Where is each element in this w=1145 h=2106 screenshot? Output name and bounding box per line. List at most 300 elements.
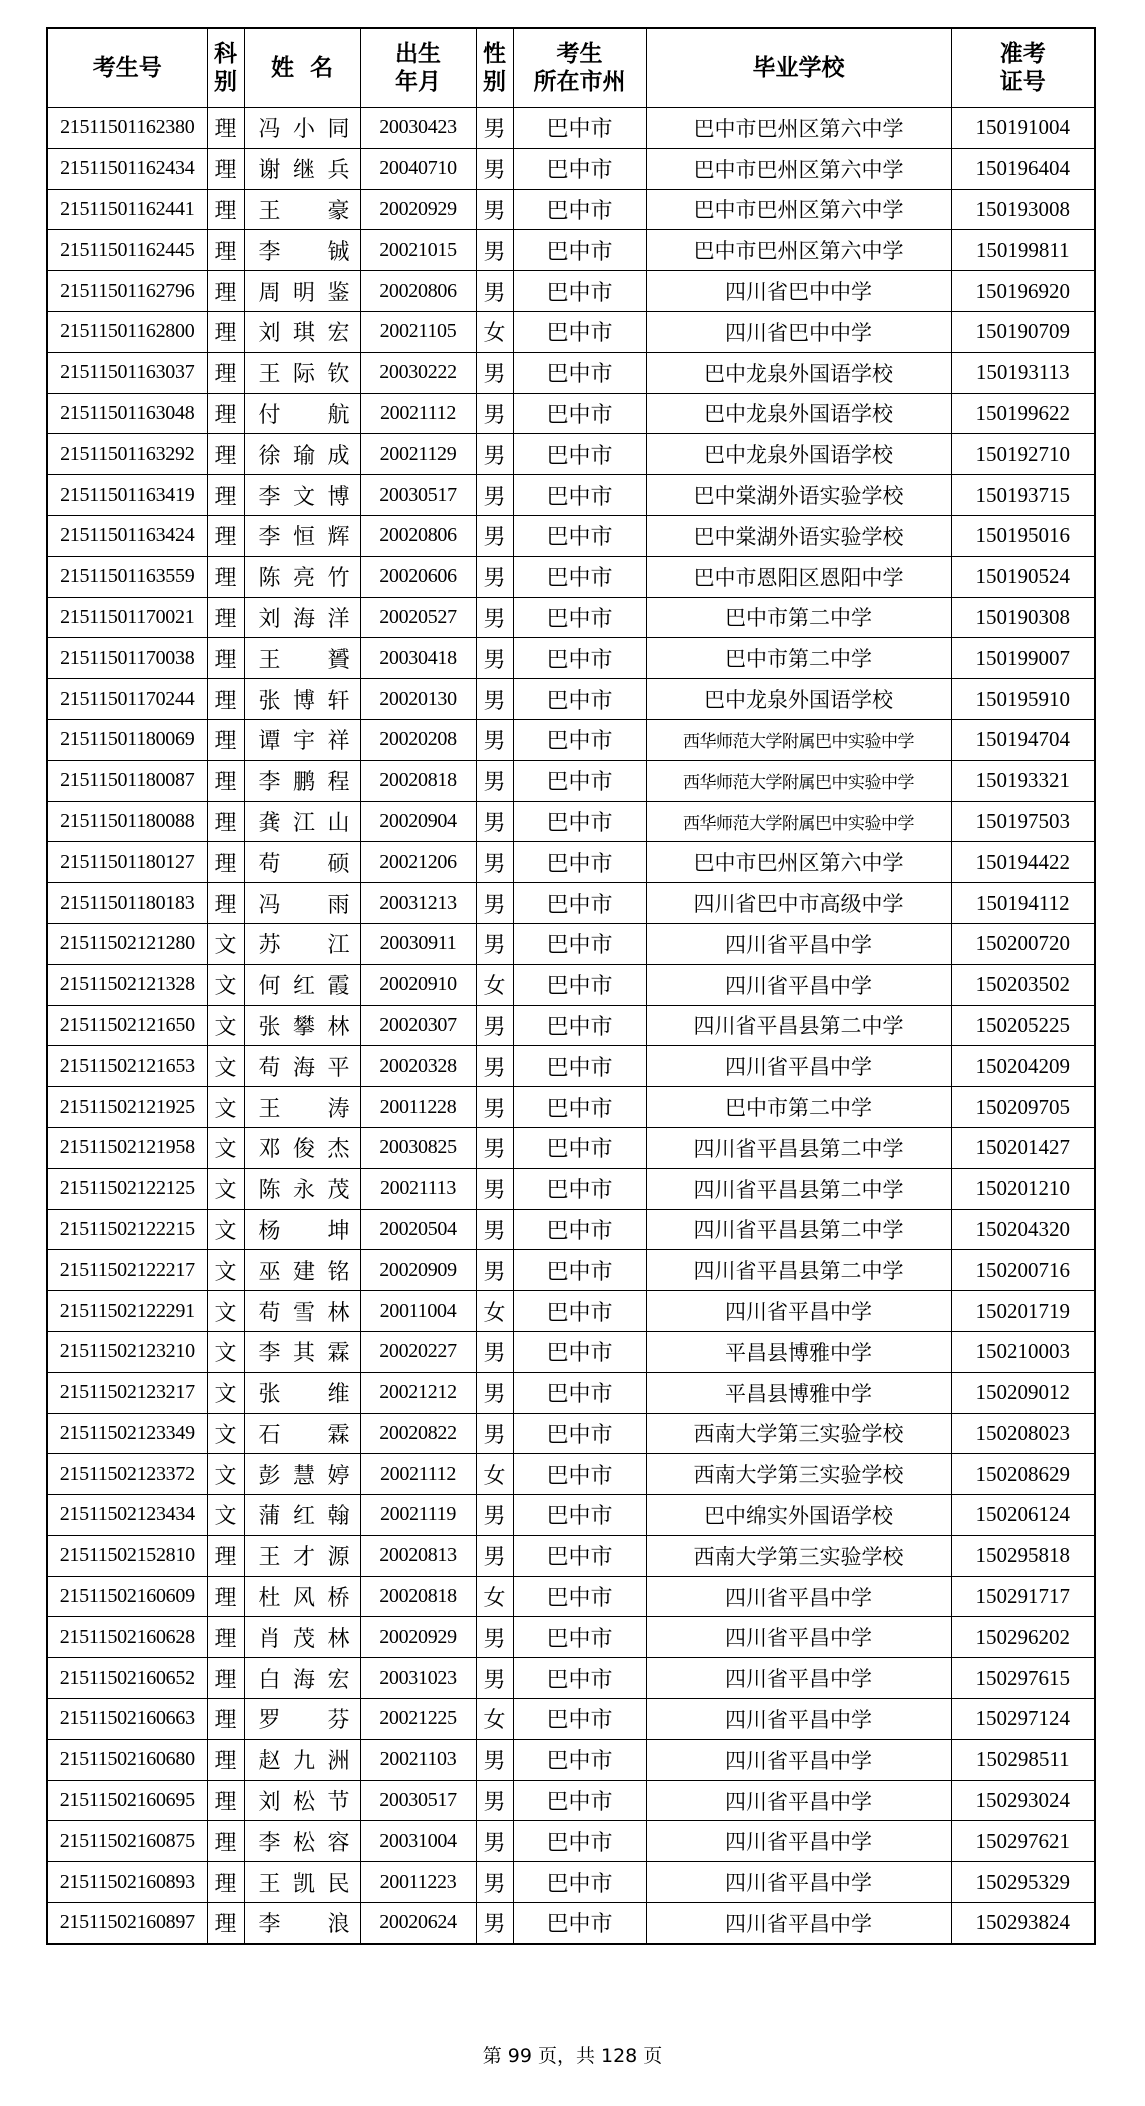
cell-city: 巴中市 bbox=[513, 434, 646, 475]
cell-candidate-id: 21511502122125 bbox=[47, 1168, 207, 1209]
cell-gender: 男 bbox=[476, 1535, 513, 1576]
name-characters bbox=[253, 153, 352, 184]
name-character: 雨 bbox=[327, 892, 350, 918]
cell-exam-number: 150199622 bbox=[951, 393, 1095, 434]
cell-school: 四川省平昌中学 bbox=[646, 1658, 951, 1699]
cell-city: 巴中市 bbox=[513, 271, 646, 312]
cell-subject: 文 bbox=[207, 1046, 244, 1087]
name-characters bbox=[253, 1703, 352, 1734]
cell-subject: 理 bbox=[207, 1862, 244, 1903]
cell-candidate-id: 21511501170021 bbox=[47, 597, 207, 638]
cell-gender: 男 bbox=[476, 1005, 513, 1046]
cell-name bbox=[244, 1862, 360, 1903]
cell-dob: 20020822 bbox=[360, 1413, 476, 1454]
name-character: 博 bbox=[292, 688, 315, 714]
cell-gender: 男 bbox=[476, 1250, 513, 1291]
cell-dob: 20030423 bbox=[360, 108, 476, 149]
header-dob-line-2: 年月 bbox=[395, 69, 441, 95]
cell-exam-number: 150210003 bbox=[951, 1331, 1095, 1372]
cell-dob: 20011223 bbox=[360, 1862, 476, 1903]
cell-gender: 男 bbox=[476, 760, 513, 801]
cell-city: 巴中市 bbox=[513, 1780, 646, 1821]
name-character: 成 bbox=[327, 443, 350, 469]
cell-gender: 男 bbox=[476, 597, 513, 638]
table-row bbox=[47, 352, 1095, 393]
cell-school: 巴中市巴州区第六中学 bbox=[646, 108, 951, 149]
cell-dob: 20020818 bbox=[360, 760, 476, 801]
cell-exam-number: 150192710 bbox=[951, 434, 1095, 475]
cell-city: 巴中市 bbox=[513, 1168, 646, 1209]
cell-gender: 男 bbox=[476, 1903, 513, 1944]
header-subject bbox=[207, 28, 244, 108]
cell-name bbox=[244, 1535, 360, 1576]
name-character: 苟 bbox=[258, 1300, 281, 1326]
name-character: 铭 bbox=[327, 1259, 350, 1285]
cell-school: 四川省平昌中学 bbox=[646, 1291, 951, 1332]
cell-candidate-id: 21511502160652 bbox=[47, 1658, 207, 1699]
name-character: 鉴 bbox=[327, 280, 350, 306]
cell-school: 巴中市恩阳区恩阳中学 bbox=[646, 556, 951, 597]
name-character: 白 bbox=[258, 1667, 281, 1693]
name-character: 瑜 bbox=[292, 443, 315, 469]
name-character: 涛 bbox=[327, 1096, 350, 1122]
cell-name bbox=[244, 1168, 360, 1209]
name-character: 雪 bbox=[292, 1300, 315, 1326]
name-character: 山 bbox=[327, 810, 350, 836]
cell-school: 四川省巴中中学 bbox=[646, 271, 951, 312]
cell-dob: 20020328 bbox=[360, 1046, 476, 1087]
name-character: 张 bbox=[258, 1014, 281, 1040]
cell-gender: 男 bbox=[476, 189, 513, 230]
cell-candidate-id: 21511502123349 bbox=[47, 1413, 207, 1454]
cell-city: 巴中市 bbox=[513, 597, 646, 638]
table-row bbox=[47, 515, 1095, 556]
cell-name bbox=[244, 434, 360, 475]
cell-dob: 20030222 bbox=[360, 352, 476, 393]
cell-school: 四川省平昌中学 bbox=[646, 1821, 951, 1862]
name-characters bbox=[253, 806, 352, 837]
name-character: 周 bbox=[258, 280, 281, 306]
cell-school: 西华师范大学附属巴中实验中学 bbox=[646, 719, 951, 760]
cell-gender: 男 bbox=[476, 883, 513, 924]
name-character: 文 bbox=[292, 484, 315, 510]
cell-exam-number: 150203502 bbox=[951, 964, 1095, 1005]
cell-name bbox=[244, 311, 360, 352]
cell-subject: 理 bbox=[207, 760, 244, 801]
cell-dob: 20021112 bbox=[360, 393, 476, 434]
table-header-row bbox=[47, 28, 1095, 108]
name-character: 际 bbox=[292, 362, 315, 388]
name-characters bbox=[253, 1214, 352, 1245]
cell-subject: 理 bbox=[207, 719, 244, 760]
name-character: 霖 bbox=[327, 1422, 350, 1448]
name-character: 霖 bbox=[327, 1341, 350, 1367]
cell-dob: 20030517 bbox=[360, 475, 476, 516]
cell-candidate-id: 21511501180183 bbox=[47, 883, 207, 924]
cell-name bbox=[244, 801, 360, 842]
table-row bbox=[47, 842, 1095, 883]
header-subject-line-1: 科 bbox=[214, 41, 237, 67]
cell-city: 巴中市 bbox=[513, 1658, 646, 1699]
cell-gender: 男 bbox=[476, 842, 513, 883]
cell-candidate-id: 21511502152810 bbox=[47, 1535, 207, 1576]
cell-name bbox=[244, 1454, 360, 1495]
cell-city: 巴中市 bbox=[513, 1454, 646, 1495]
cell-name bbox=[244, 842, 360, 883]
cell-candidate-id: 21511502123210 bbox=[47, 1331, 207, 1372]
cell-exam-number: 150201719 bbox=[951, 1291, 1095, 1332]
name-character: 永 bbox=[292, 1178, 315, 1204]
name-character: 李 bbox=[258, 1912, 281, 1938]
cell-subject: 理 bbox=[207, 801, 244, 842]
name-character: 宏 bbox=[327, 321, 350, 347]
header-exam bbox=[951, 28, 1095, 108]
cell-school: 四川省平昌中学 bbox=[646, 923, 951, 964]
cell-exam-number: 150195016 bbox=[951, 515, 1095, 556]
cell-subject: 理 bbox=[207, 393, 244, 434]
table-row bbox=[47, 108, 1095, 149]
cell-dob: 20020606 bbox=[360, 556, 476, 597]
cell-dob: 20021225 bbox=[360, 1699, 476, 1740]
cell-gender: 男 bbox=[476, 148, 513, 189]
name-character: 民 bbox=[327, 1871, 350, 1897]
cell-candidate-id: 21511502121925 bbox=[47, 1087, 207, 1128]
name-character: 其 bbox=[292, 1341, 315, 1367]
table-row bbox=[47, 1413, 1095, 1454]
table-row bbox=[47, 393, 1095, 434]
cell-city: 巴中市 bbox=[513, 1413, 646, 1454]
header-id: 考生号 bbox=[47, 28, 207, 108]
name-character: 程 bbox=[327, 770, 350, 796]
cell-candidate-id: 21511502160875 bbox=[47, 1821, 207, 1862]
cell-exam-number: 150190524 bbox=[951, 556, 1095, 597]
name-character: 浪 bbox=[327, 1912, 350, 1938]
name-character: 洋 bbox=[327, 606, 350, 632]
cell-school: 西华师范大学附属巴中实验中学 bbox=[646, 760, 951, 801]
cell-city: 巴中市 bbox=[513, 1331, 646, 1372]
name-characters bbox=[253, 1581, 352, 1612]
name-character: 九 bbox=[292, 1749, 315, 1775]
cell-subject: 文 bbox=[207, 964, 244, 1005]
cell-city: 巴中市 bbox=[513, 515, 646, 556]
table-row bbox=[47, 1862, 1095, 1903]
cell-subject: 理 bbox=[207, 434, 244, 475]
cell-subject: 文 bbox=[207, 1168, 244, 1209]
name-character: 霞 bbox=[327, 974, 350, 1000]
cell-dob: 20031213 bbox=[360, 883, 476, 924]
cell-exam-number: 150291717 bbox=[951, 1576, 1095, 1617]
cell-candidate-id: 21511502160897 bbox=[47, 1903, 207, 1944]
name-character: 容 bbox=[327, 1830, 350, 1856]
cell-school: 西南大学第三实验学校 bbox=[646, 1413, 951, 1454]
name-character: 海 bbox=[292, 1055, 315, 1081]
name-characters bbox=[253, 1296, 352, 1327]
name-character: 慧 bbox=[292, 1463, 315, 1489]
cell-candidate-id: 21511501162800 bbox=[47, 311, 207, 352]
cell-candidate-id: 21511502121280 bbox=[47, 923, 207, 964]
cell-candidate-id: 21511501180088 bbox=[47, 801, 207, 842]
cell-candidate-id: 21511502160695 bbox=[47, 1780, 207, 1821]
name-character: 王 bbox=[258, 362, 281, 388]
cell-name bbox=[244, 923, 360, 964]
cell-city: 巴中市 bbox=[513, 1862, 646, 1903]
cell-dob: 20020806 bbox=[360, 515, 476, 556]
cell-name bbox=[244, 760, 360, 801]
name-character: 林 bbox=[327, 1626, 350, 1652]
cell-name bbox=[244, 1576, 360, 1617]
name-characters bbox=[253, 1826, 352, 1857]
cell-candidate-id: 21511501162434 bbox=[47, 148, 207, 189]
name-characters bbox=[253, 847, 352, 878]
table-row bbox=[47, 311, 1095, 352]
cell-name bbox=[244, 1331, 360, 1372]
name-character: 同 bbox=[327, 117, 350, 143]
table-row bbox=[47, 1291, 1095, 1332]
cell-subject: 文 bbox=[207, 1331, 244, 1372]
cell-name bbox=[244, 1005, 360, 1046]
cell-exam-number: 150209012 bbox=[951, 1372, 1095, 1413]
cell-gender: 男 bbox=[476, 515, 513, 556]
table-row bbox=[47, 923, 1095, 964]
name-character: 邓 bbox=[258, 1137, 281, 1163]
name-character: 罗 bbox=[258, 1708, 281, 1734]
cell-candidate-id: 21511501163048 bbox=[47, 393, 207, 434]
name-characters bbox=[253, 561, 352, 592]
name-characters bbox=[253, 1377, 352, 1408]
cell-exam-number: 150200720 bbox=[951, 923, 1095, 964]
cell-city: 巴中市 bbox=[513, 311, 646, 352]
name-characters bbox=[253, 684, 352, 715]
cell-city: 巴中市 bbox=[513, 1209, 646, 1250]
cell-dob: 20011228 bbox=[360, 1087, 476, 1128]
header-school: 毕业学校 bbox=[646, 28, 951, 108]
cell-name bbox=[244, 1821, 360, 1862]
name-character: 张 bbox=[258, 688, 281, 714]
cell-gender: 男 bbox=[476, 679, 513, 720]
cell-city: 巴中市 bbox=[513, 1739, 646, 1780]
cell-dob: 20020806 bbox=[360, 271, 476, 312]
name-characters bbox=[253, 1785, 352, 1816]
candidate-table-container bbox=[46, 27, 1094, 1945]
name-character: 洲 bbox=[327, 1749, 350, 1775]
cell-candidate-id: 21511502121958 bbox=[47, 1127, 207, 1168]
cell-school: 西南大学第三实验学校 bbox=[646, 1454, 951, 1495]
table-row bbox=[47, 189, 1095, 230]
name-character: 刘 bbox=[258, 1790, 281, 1816]
cell-name bbox=[244, 352, 360, 393]
cell-school: 四川省平昌县第二中学 bbox=[646, 1005, 951, 1046]
name-character: 辉 bbox=[327, 525, 350, 551]
header-gender-line-2: 别 bbox=[483, 69, 506, 95]
cell-gender: 男 bbox=[476, 801, 513, 842]
cell-candidate-id: 21511502123434 bbox=[47, 1495, 207, 1536]
cell-city: 巴中市 bbox=[513, 189, 646, 230]
header-name: 姓 名 bbox=[244, 28, 360, 108]
cell-gender: 男 bbox=[476, 1127, 513, 1168]
cell-school: 平昌县博雅中学 bbox=[646, 1331, 951, 1372]
cell-name bbox=[244, 1291, 360, 1332]
cell-exam-number: 150197503 bbox=[951, 801, 1095, 842]
name-characters bbox=[253, 235, 352, 266]
cell-city: 巴中市 bbox=[513, 1372, 646, 1413]
cell-name bbox=[244, 230, 360, 271]
cell-city: 巴中市 bbox=[513, 1535, 646, 1576]
cell-exam-number: 150190709 bbox=[951, 311, 1095, 352]
cell-name bbox=[244, 1739, 360, 1780]
cell-school: 四川省平昌县第二中学 bbox=[646, 1127, 951, 1168]
name-characters bbox=[253, 1499, 352, 1530]
cell-candidate-id: 21511502121650 bbox=[47, 1005, 207, 1046]
cell-name bbox=[244, 719, 360, 760]
cell-dob: 20020504 bbox=[360, 1209, 476, 1250]
name-character: 明 bbox=[292, 280, 315, 306]
cell-exam-number: 150199007 bbox=[951, 638, 1095, 679]
cell-candidate-id: 21511502160893 bbox=[47, 1862, 207, 1903]
cell-subject: 文 bbox=[207, 1005, 244, 1046]
cell-exam-number: 150205225 bbox=[951, 1005, 1095, 1046]
cell-subject: 理 bbox=[207, 1780, 244, 1821]
name-characters bbox=[253, 1907, 352, 1938]
cell-dob: 20030517 bbox=[360, 1780, 476, 1821]
cell-exam-number: 150190308 bbox=[951, 597, 1095, 638]
cell-gender: 男 bbox=[476, 1372, 513, 1413]
cell-city: 巴中市 bbox=[513, 1903, 646, 1944]
table-row bbox=[47, 1780, 1095, 1821]
cell-dob: 20021112 bbox=[360, 1454, 476, 1495]
name-character: 亮 bbox=[292, 566, 315, 592]
cell-city: 巴中市 bbox=[513, 638, 646, 679]
table-row bbox=[47, 1821, 1095, 1862]
name-character: 王 bbox=[258, 647, 281, 673]
cell-name bbox=[244, 1372, 360, 1413]
cell-candidate-id: 21511501163292 bbox=[47, 434, 207, 475]
name-character: 源 bbox=[327, 1545, 350, 1571]
cell-subject: 理 bbox=[207, 842, 244, 883]
name-character: 松 bbox=[292, 1790, 315, 1816]
name-character: 翰 bbox=[327, 1504, 350, 1530]
cell-candidate-id: 21511502122291 bbox=[47, 1291, 207, 1332]
cell-candidate-id: 21511501162445 bbox=[47, 230, 207, 271]
cell-exam-number: 150199811 bbox=[951, 230, 1095, 271]
name-character: 茂 bbox=[292, 1626, 315, 1652]
cell-name bbox=[244, 556, 360, 597]
name-character: 航 bbox=[327, 402, 350, 428]
table-row bbox=[47, 1127, 1095, 1168]
table-row bbox=[47, 1903, 1095, 1944]
cell-city: 巴中市 bbox=[513, 1046, 646, 1087]
cell-school: 巴中棠湖外语实验学校 bbox=[646, 475, 951, 516]
name-character: 俊 bbox=[292, 1137, 315, 1163]
cell-dob: 20020227 bbox=[360, 1331, 476, 1372]
cell-exam-number: 150297615 bbox=[951, 1658, 1095, 1699]
cell-subject: 理 bbox=[207, 1617, 244, 1658]
cell-candidate-id: 21511502123217 bbox=[47, 1372, 207, 1413]
name-character: 江 bbox=[327, 933, 350, 959]
name-characters bbox=[253, 1173, 352, 1204]
cell-school: 巴中市第二中学 bbox=[646, 597, 951, 638]
cell-gender: 男 bbox=[476, 393, 513, 434]
cell-exam-number: 150194112 bbox=[951, 883, 1095, 924]
table-row bbox=[47, 1454, 1095, 1495]
cell-dob: 20020307 bbox=[360, 1005, 476, 1046]
name-character: 建 bbox=[292, 1259, 315, 1285]
header-gender-line-1: 性 bbox=[483, 41, 506, 67]
name-character: 宏 bbox=[327, 1667, 350, 1693]
cell-dob: 20020818 bbox=[360, 1576, 476, 1617]
cell-dob: 20030418 bbox=[360, 638, 476, 679]
table-row bbox=[47, 719, 1095, 760]
cell-gender: 男 bbox=[476, 1046, 513, 1087]
name-character: 李 bbox=[258, 239, 281, 265]
cell-name bbox=[244, 1903, 360, 1944]
cell-school: 巴中龙泉外国语学校 bbox=[646, 679, 951, 720]
cell-name bbox=[244, 638, 360, 679]
cell-dob: 20031004 bbox=[360, 1821, 476, 1862]
header-dob bbox=[360, 28, 476, 108]
name-characters bbox=[253, 520, 352, 551]
header-subject-line-2: 别 bbox=[214, 69, 237, 95]
name-character: 徐 bbox=[258, 443, 281, 469]
cell-gender: 女 bbox=[476, 964, 513, 1005]
cell-city: 巴中市 bbox=[513, 475, 646, 516]
cell-city: 巴中市 bbox=[513, 923, 646, 964]
page-footer: 第 99 页，共 128 页 bbox=[482, 2045, 663, 2067]
cell-city: 巴中市 bbox=[513, 1291, 646, 1332]
cell-exam-number: 150193715 bbox=[951, 475, 1095, 516]
cell-gender: 男 bbox=[476, 230, 513, 271]
cell-gender: 女 bbox=[476, 1291, 513, 1332]
name-characters bbox=[253, 1132, 352, 1163]
cell-dob: 20020929 bbox=[360, 1617, 476, 1658]
table-row bbox=[47, 271, 1095, 312]
table-row bbox=[47, 1331, 1095, 1372]
cell-subject: 理 bbox=[207, 1535, 244, 1576]
name-characters bbox=[253, 1663, 352, 1694]
name-character: 钦 bbox=[327, 362, 350, 388]
cell-gender: 女 bbox=[476, 1576, 513, 1617]
cell-name bbox=[244, 475, 360, 516]
cell-candidate-id: 21511501180069 bbox=[47, 719, 207, 760]
cell-school: 四川省平昌中学 bbox=[646, 1617, 951, 1658]
cell-name bbox=[244, 1495, 360, 1536]
cell-gender: 男 bbox=[476, 352, 513, 393]
cell-candidate-id: 21511501162380 bbox=[47, 108, 207, 149]
cell-dob: 20011004 bbox=[360, 1291, 476, 1332]
cell-dob: 20021119 bbox=[360, 1495, 476, 1536]
cell-gender: 男 bbox=[476, 1617, 513, 1658]
cell-school: 四川省平昌县第二中学 bbox=[646, 1168, 951, 1209]
name-character: 恒 bbox=[292, 525, 315, 551]
cell-name bbox=[244, 1087, 360, 1128]
name-characters bbox=[253, 398, 352, 429]
cell-subject: 文 bbox=[207, 1250, 244, 1291]
cell-candidate-id: 21511501162796 bbox=[47, 271, 207, 312]
name-character: 才 bbox=[292, 1545, 315, 1571]
name-character: 江 bbox=[292, 810, 315, 836]
cell-exam-number: 150194704 bbox=[951, 719, 1095, 760]
cell-candidate-id: 21511502160609 bbox=[47, 1576, 207, 1617]
cell-gender: 男 bbox=[476, 271, 513, 312]
cell-candidate-id: 21511502160663 bbox=[47, 1699, 207, 1740]
cell-city: 巴中市 bbox=[513, 556, 646, 597]
cell-subject: 理 bbox=[207, 271, 244, 312]
cell-dob: 20020910 bbox=[360, 964, 476, 1005]
cell-gender: 男 bbox=[476, 1331, 513, 1372]
cell-exam-number: 150297124 bbox=[951, 1699, 1095, 1740]
name-character: 付 bbox=[258, 402, 281, 428]
cell-subject: 理 bbox=[207, 1903, 244, 1944]
cell-name bbox=[244, 1658, 360, 1699]
